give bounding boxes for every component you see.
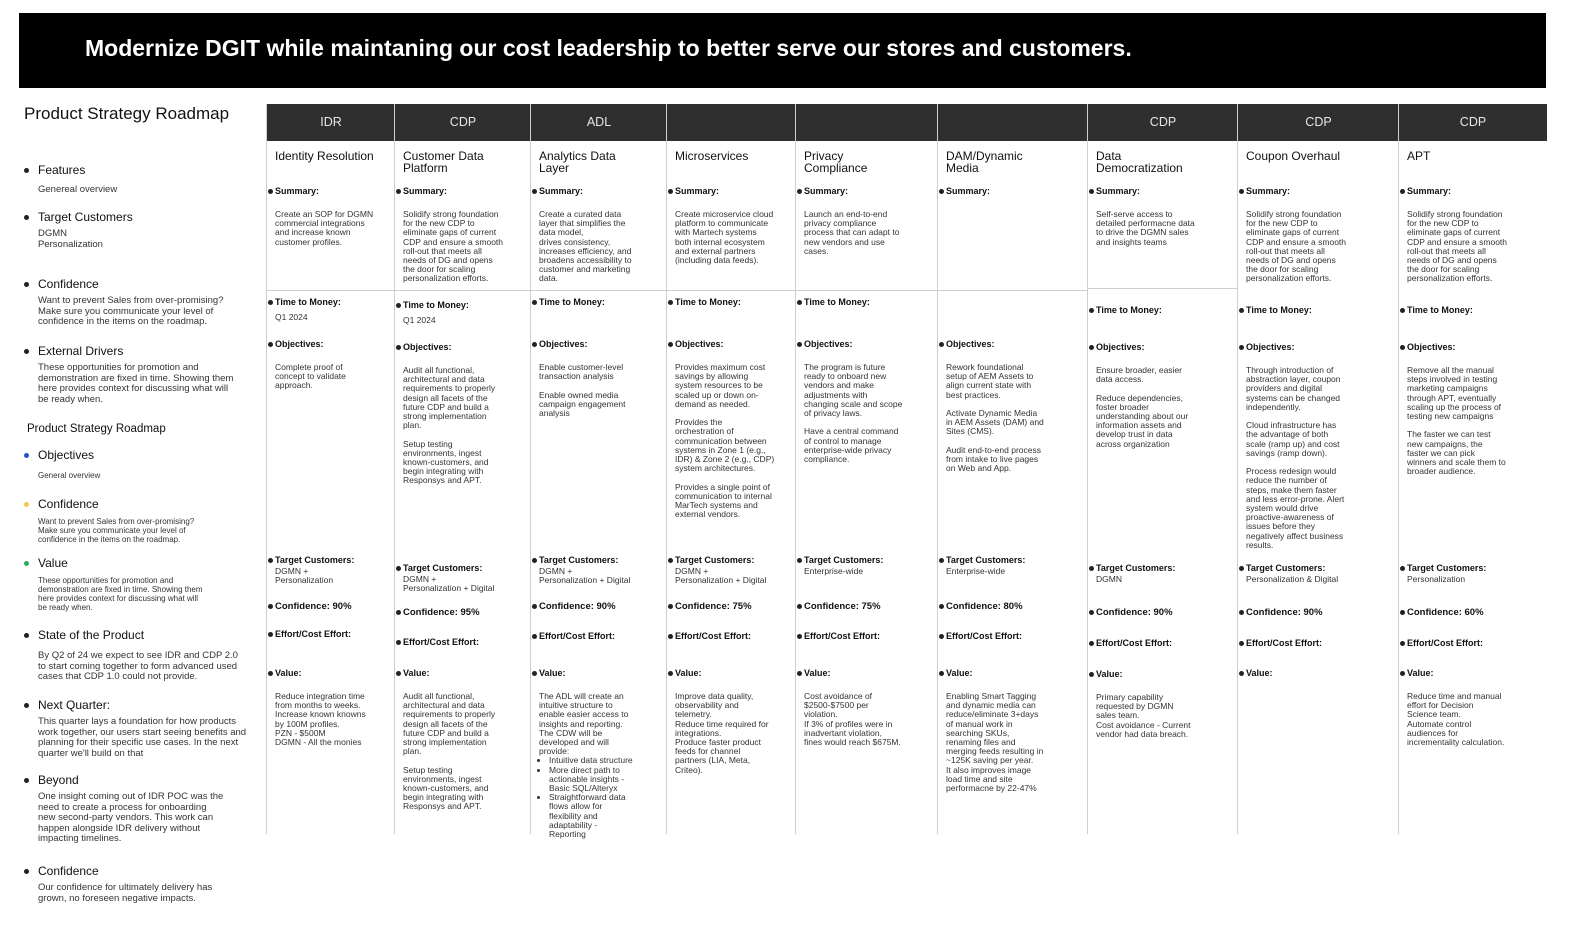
summary-section	[1407, 186, 1541, 284]
time-to-money-section	[1246, 305, 1393, 315]
sidebar-title: Product Strategy Roadmap	[24, 104, 230, 123]
summary-section	[539, 186, 661, 284]
sidebar-item-label: External Drivers	[38, 344, 124, 358]
target-customers-text: DGMN + Personalization + Digital	[539, 566, 631, 586]
target-customers-label: Target Customers:	[403, 563, 483, 573]
section-divider	[1088, 288, 1238, 289]
bullet-icon	[24, 633, 29, 638]
objectives-label: Objectives:	[539, 339, 588, 349]
effort-label: Effort/Cost Effort:	[539, 631, 615, 641]
confidence-section	[403, 607, 525, 618]
green-dot-icon	[24, 561, 29, 566]
roadmap-column	[795, 104, 938, 834]
bullet-icon	[1400, 189, 1405, 194]
target-customers-section	[946, 555, 1082, 576]
bullet-icon	[532, 189, 537, 194]
value-section	[1096, 669, 1232, 739]
summary-label: Summary:	[275, 186, 320, 196]
bullet-icon	[1239, 189, 1244, 194]
effort-section	[539, 631, 661, 641]
target-customers-section	[804, 555, 932, 576]
summary-label: Summary:	[946, 186, 991, 196]
value-text: Audit all functional, architectural and data requirements to properly design all facets of the future CDP and build a strong implementation plan. Setup testing environments, ingest known-customers, and begin integrating with Responsys and APT.	[403, 691, 496, 812]
confidence-section	[539, 601, 661, 612]
bullet-icon	[1400, 671, 1405, 676]
value-label: Value:	[804, 668, 831, 678]
bullet-icon	[797, 634, 802, 639]
bullet-icon	[268, 558, 273, 563]
summary-section	[804, 186, 932, 256]
confidence-value: Confidence: 90%	[1096, 607, 1173, 618]
confidence-value: Confidence: 95%	[403, 607, 480, 618]
bullet-icon	[668, 558, 673, 563]
bullet-icon	[1400, 641, 1405, 646]
bullet-icon	[24, 215, 29, 220]
confidence-value: Confidence: 90%	[275, 601, 352, 612]
value-text: Enabling Smart Tagging and dynamic media can reduce/eliminate 3+days of manual work in searching SKUs, renaming files and merging feeds resulting in ~125K saving per year. It also improves image load time and site performacne by 22-47%	[946, 691, 1044, 794]
bullet-icon	[1239, 566, 1244, 571]
objectives-label: Objectives:	[275, 339, 324, 349]
column-title: Identity Resolution	[275, 149, 374, 163]
objectives-text: Ensure broader, easier data access. Reduce dependencies, foster broader understanding about our information assets and develop trust in data across organization	[1096, 365, 1189, 449]
summary-label: Summary:	[1407, 186, 1452, 196]
bullet-icon	[396, 640, 401, 645]
summary-section	[1096, 186, 1232, 247]
target-customers-section	[1246, 563, 1393, 584]
effort-section	[1407, 638, 1541, 648]
column-tag: IDR	[267, 104, 395, 141]
bullet-icon	[1239, 308, 1244, 313]
value-label: Value:	[539, 668, 566, 678]
sidebar-item-desc: These opportunities for promotion and demonstration are fixed in time. Showing them here provides context for discussing what will be ready when.	[38, 362, 234, 405]
time-to-money-text: Q1 2024	[403, 315, 436, 325]
bullet-icon	[797, 300, 802, 305]
column-title: Microservices	[675, 149, 749, 163]
sidebar-item-desc: Our confidence for ultimately delivery has grown, no foreseen negative impacts.	[38, 882, 213, 904]
objectives-section	[403, 342, 525, 486]
roadmap-column	[666, 104, 796, 834]
effort-section	[275, 629, 389, 639]
confidence-section	[1246, 607, 1393, 618]
value-list	[539, 756, 661, 839]
column-tag	[938, 104, 1088, 141]
confidence-section	[804, 601, 932, 612]
objectives-section	[539, 339, 661, 418]
objectives-section	[1246, 342, 1393, 550]
bullet-icon	[797, 342, 802, 347]
summary-label: Summary:	[675, 186, 720, 196]
bullet-icon	[939, 604, 944, 609]
confidence-value: Confidence: 90%	[539, 601, 616, 612]
effort-section	[675, 631, 790, 641]
target-customers-section	[275, 555, 389, 585]
sidebar-item-desc: One insight coming out of IDR POC was the need to create a process for onboarding new second-party vendors. This work can happen alongside IDR delivery without impacting timelines.	[38, 791, 224, 844]
effort-label: Effort/Cost Effort:	[946, 631, 1022, 641]
objectives-text: Through introduction of abstraction layer, coupon providers and digital systems can be changed independently. Cloud infrastructure has the advantage of both scale (ramp up) and cost savings (ramp down). Process redesign would reduce the number of steps, make them faster and less error-prone. Alert system would drive proactive-awareness of issues before they negatively affect business results.	[1246, 365, 1345, 550]
target-customers-label: Target Customers:	[804, 555, 884, 565]
sidebar-item-label: State of the Product	[38, 628, 145, 642]
legend-desc: These opportunities for promotion and demonstration are fixed in time. Showing them here provides context for discussing what will be ready when.	[38, 576, 203, 612]
confidence-value: Confidence: 80%	[946, 601, 1023, 612]
target-customers-label: Target Customers:	[946, 555, 1026, 565]
objectives-label: Objectives:	[804, 339, 853, 349]
value-text: Improve data quality, observability and telemetry. Reduce time required for integrations. Produce faster product feeds for channel partners (LIA, Meta, Criteo).	[675, 691, 769, 775]
bullet-icon	[24, 349, 29, 354]
value-label: Value:	[275, 668, 302, 678]
objectives-label: Objectives:	[1407, 342, 1456, 352]
summary-label: Summary:	[1246, 186, 1291, 196]
value-section	[275, 668, 389, 747]
effort-label: Effort/Cost Effort:	[1407, 638, 1483, 648]
column-title: Privacy Compliance	[804, 149, 868, 175]
bullet-icon	[268, 671, 273, 676]
section-divider	[796, 290, 938, 291]
column-title: APT	[1407, 149, 1431, 163]
value-text: Reduce time and manual effort for Decision Science team. Automate control audiences for incrementality calculation.	[1407, 691, 1505, 748]
objectives-text: Enable customer-level transaction analysis Enable owned media campaign engagement analysis	[539, 362, 626, 419]
target-customers-text: DGMN + Personalization + Digital	[675, 566, 767, 586]
objectives-text: Complete proof of concept to validate approach.	[275, 362, 346, 391]
bullet-icon	[668, 189, 673, 194]
bullet-icon	[396, 566, 401, 571]
target-customers-text: Enterprise-wide	[946, 566, 1006, 576]
roadmap-column	[266, 104, 395, 834]
value-list-item: • More direct path to actionable insights - Basic SQL/Alteryx	[549, 766, 661, 794]
objectives-section	[804, 339, 932, 464]
effort-label: Effort/Cost Effort:	[1096, 638, 1172, 648]
time-to-money-label: Time to Money:	[539, 297, 605, 307]
bullet-icon	[1089, 189, 1094, 194]
summary-text: Solidify strong foundation for the new CDP to eliminate gaps of current CDP and ensure a smooth roll-out that meets all needs of DG and opens the door for scaling personalization efforts.	[1246, 209, 1347, 284]
bullet-icon	[268, 342, 273, 347]
sidebar-item-label: Confidence	[38, 864, 99, 878]
bullet-icon	[1239, 345, 1244, 350]
roadmap-column	[1398, 104, 1547, 834]
column-tag	[796, 104, 938, 141]
confidence-section	[1096, 607, 1232, 618]
summary-label: Summary:	[804, 186, 849, 196]
target-customers-section	[1096, 563, 1232, 584]
legend-label: Value	[38, 556, 68, 570]
sidebar-item-label: Features	[38, 163, 86, 177]
effort-label: Effort/Cost Effort:	[403, 637, 479, 647]
bullet-icon	[1089, 672, 1094, 677]
sidebar-subtitle: Product Strategy Roadmap	[27, 423, 166, 435]
bullet-icon	[396, 671, 401, 676]
summary-section	[675, 186, 790, 265]
column-tag: CDP	[1238, 104, 1399, 141]
bullet-icon	[24, 869, 29, 874]
column-title: DAM/Dynamic Media	[946, 149, 1023, 175]
legend-desc: Want to prevent Sales from over-promising? Make sure you communicate your level of confidence in the items on the roadmap.	[38, 517, 195, 544]
target-customers-text: DGMN + Personalization	[275, 566, 334, 586]
effort-section	[1246, 638, 1393, 648]
time-to-money-label: Time to Money:	[1407, 305, 1473, 315]
bullet-icon	[532, 342, 537, 347]
sidebar-item-desc: Want to prevent Sales from over-promising? Make sure you communicate your level of confidence in the items on the roadmap.	[38, 295, 224, 327]
value-label: Value:	[675, 668, 702, 678]
target-customers-label: Target Customers:	[539, 555, 619, 565]
bullet-icon	[797, 604, 802, 609]
column-tag: CDP	[395, 104, 531, 141]
objectives-text: Rework foundational setup of AEM Assets to align current state with best practices. Activate Dynamic Media in AEM Assets (DAM) and Sites (CMS). Audit end-to-end process from intake to live pages on Web and App.	[946, 362, 1044, 474]
value-label: Value:	[1407, 668, 1434, 678]
sidebar-item-desc: Genereal overview	[38, 184, 118, 195]
confidence-value: Confidence: 75%	[804, 601, 881, 612]
objectives-text: The program is future ready to onboard new vendors and make adjustments with changing scale and scope of privacy laws. Have a central command of control to manage enterprise-wide privacy compliance.	[804, 362, 903, 465]
yellow-dot-icon	[24, 502, 29, 507]
bullet-icon	[668, 604, 673, 609]
sidebar-item-desc: This quarter lays a foundation for how products work together, our users start seeing benefits and planning for their specific use cases. In the next quarter we'll build on that	[38, 716, 247, 759]
bullet-icon	[668, 671, 673, 676]
bullet-icon	[939, 342, 944, 347]
bullet-icon	[1400, 308, 1405, 313]
column-title: Data Democratization	[1096, 149, 1183, 175]
value-text: Primary capability requested by DGMN sales team. Cost avoidance - Current vendor had data breach.	[1096, 692, 1191, 739]
target-customers-label: Target Customers:	[1246, 563, 1326, 573]
bullet-icon	[668, 342, 673, 347]
column-tag	[667, 104, 796, 141]
section-divider	[267, 290, 395, 291]
bullet-icon	[268, 604, 273, 609]
column-tag: CDP	[1399, 104, 1547, 141]
bullet-icon	[532, 604, 537, 609]
value-label: Value:	[1246, 668, 1273, 678]
effort-section	[946, 631, 1082, 641]
blue-dot-icon	[24, 453, 29, 458]
banner-title: Modernize DGIT while maintaning our cost leadership to better serve our stores and customers.	[85, 35, 1132, 61]
bullet-icon	[668, 300, 673, 305]
target-customers-label: Target Customers:	[275, 555, 355, 565]
objectives-label: Objectives:	[1096, 342, 1145, 352]
column-title: Customer Data Platform	[403, 149, 484, 175]
bullet-icon	[1089, 610, 1094, 615]
bullet-icon	[1089, 641, 1094, 646]
time-to-money-section	[1407, 305, 1541, 315]
value-text: Cost avoidance of $2500-$7500 per violation. If 3% of profiles were in inadvertant violation, fines would reach $675M.	[804, 691, 901, 748]
bullet-icon	[396, 345, 401, 350]
column-tag: CDP	[1088, 104, 1238, 141]
section-divider	[938, 290, 1088, 291]
bullet-icon	[1089, 345, 1094, 350]
time-to-money-section	[675, 297, 790, 307]
bullet-icon	[268, 189, 273, 194]
bullet-icon	[797, 671, 802, 676]
legend-label: Objectives	[38, 448, 95, 462]
bullet-icon	[1239, 671, 1244, 676]
bullet-icon	[1089, 566, 1094, 571]
objectives-section	[1407, 342, 1541, 476]
effort-label: Effort/Cost Effort:	[804, 631, 880, 641]
target-customers-section	[539, 555, 661, 585]
time-to-money-section	[539, 297, 661, 307]
effort-label: Effort/Cost Effort:	[675, 631, 751, 641]
section-divider	[395, 290, 531, 291]
summary-label: Summary:	[403, 186, 448, 196]
objectives-label: Objectives:	[675, 339, 724, 349]
confidence-value: Confidence: 90%	[1246, 607, 1323, 618]
target-customers-text: Enterprise-wide	[804, 566, 864, 576]
bullet-icon	[1400, 566, 1405, 571]
value-list-item: • Straightforward data flows allow for flexibility and adaptability - Reporting	[549, 793, 661, 839]
value-list-item: • Intuitive data structure	[549, 756, 661, 765]
sidebar-item-desc: DGMN Personalization	[38, 228, 103, 250]
value-section	[1246, 668, 1393, 678]
bullet-icon	[24, 168, 29, 173]
objectives-section	[1096, 342, 1232, 449]
effort-section	[403, 637, 525, 647]
bullet-icon	[1239, 610, 1244, 615]
confidence-section	[675, 601, 790, 612]
section-divider	[531, 290, 667, 291]
target-customers-label: Target Customers:	[675, 555, 755, 565]
confidence-section	[275, 601, 389, 612]
roadmap-column	[394, 104, 531, 834]
summary-section	[275, 186, 389, 247]
bullet-icon	[939, 671, 944, 676]
bullet-icon	[24, 703, 29, 708]
target-customers-text: Personalization & Digital	[1246, 574, 1339, 584]
summary-section	[1246, 186, 1393, 284]
bullet-icon	[939, 558, 944, 563]
target-customers-section	[1407, 563, 1541, 584]
time-to-money-label: Time to Money:	[1246, 305, 1312, 315]
bullet-icon	[532, 634, 537, 639]
summary-text: Solidify strong foundation for the new CDP to eliminate gaps of current CDP and ensure a smooth roll-out that meets all needs of DG and opens the door for scaling personalization efforts.	[1407, 209, 1508, 284]
bullet-icon	[532, 558, 537, 563]
target-customers-text: DGMN + Personalization + Digital	[403, 574, 495, 594]
bullet-icon	[668, 634, 673, 639]
time-to-money-label: Time to Money:	[403, 300, 469, 310]
bullet-icon	[939, 634, 944, 639]
bullet-icon	[1400, 345, 1405, 350]
value-section	[1407, 668, 1541, 747]
value-section	[804, 668, 932, 747]
column-tag: ADL	[531, 104, 667, 141]
bullet-icon	[1400, 610, 1405, 615]
bullet-icon	[268, 632, 273, 637]
summary-text: Self-serve access to detailed performacne data to drive the DGMN sales and insights teams	[1096, 209, 1195, 247]
bullet-icon	[396, 610, 401, 615]
summary-text: Create a curated data layer that simplifies the data model, drives consistency, increases efficiency, and broadens accessibility to customer and marketing data.	[539, 209, 632, 284]
column-title: Analytics Data Layer	[539, 149, 616, 175]
sidebar-item-label: Target Customers	[38, 210, 133, 224]
bullet-icon	[24, 778, 29, 783]
target-customers-label: Target Customers:	[1407, 563, 1487, 573]
sidebar-item-desc: By Q2 of 24 we expect to see IDR and CDP 2.0 to start coming together to form advanced used cases that CDP 1.0 could not provide.	[38, 650, 238, 682]
time-to-money-label: Time to Money:	[675, 297, 741, 307]
objectives-label: Objectives:	[1246, 342, 1295, 352]
bullet-icon	[1239, 641, 1244, 646]
sidebar-item-label: Confidence	[38, 277, 99, 291]
summary-label: Summary:	[539, 186, 584, 196]
objectives-text: Audit all functional, architectural and data requirements to properly design all facets of the future CDP and build a strong implementation plan. Setup testing environments, ingest known-customers, and begin integrating with Responsys and APT.	[403, 365, 496, 486]
confidence-section	[946, 601, 1082, 612]
value-section	[946, 668, 1082, 793]
legend-label: Confidence	[38, 497, 99, 511]
summary-text: Create an SOP for DGMN commercial integrations and increase known customer profiles.	[275, 209, 374, 247]
summary-text: Launch an end-to-end privacy compliance process that can adapt to new vendors and use cases.	[804, 209, 900, 256]
objectives-section	[675, 339, 790, 519]
confidence-value: Confidence: 75%	[675, 601, 752, 612]
confidence-section	[1407, 607, 1541, 618]
sidebar-item-label: Next Quarter:	[38, 698, 111, 712]
time-to-money-section	[403, 300, 525, 325]
time-to-money-section	[804, 297, 932, 307]
bullet-icon	[797, 189, 802, 194]
target-customers-text: DGMN	[1096, 574, 1122, 584]
value-section	[403, 668, 525, 812]
roadmap-column	[1237, 104, 1399, 834]
objectives-text: Provides maximum cost savings by allowing system resources to be scaled up or down on- demand as needed. Provides the orchestration of communication between systems in Zone 1 (e.g., IDR) & Zone 2 (e.g., CDP) system architectures. Provides a single point of communication to internal MarTech systems and external vendors.	[675, 362, 775, 520]
roadmap-column	[1087, 104, 1238, 834]
time-to-money-label: Time to Money:	[1096, 305, 1162, 315]
value-section	[539, 668, 661, 839]
roadmap-column	[937, 104, 1088, 834]
summary-text: Solidify strong foundation for the new CDP to eliminate gaps of current CDP and ensure a smooth roll-out that meets all needs of DG and opens the door for scaling personalization efforts.	[403, 209, 504, 284]
column-title: Coupon Overhaul	[1246, 149, 1341, 163]
summary-section	[946, 186, 1082, 210]
roadmap-grid	[266, 104, 1546, 840]
bullet-icon	[1089, 308, 1094, 313]
effort-label: Effort/Cost Effort:	[275, 629, 351, 639]
section-divider	[667, 290, 796, 291]
objectives-section	[275, 339, 389, 391]
value-text: The ADL will create an intuitive structure to enable easier access to insights and reporting. The CDW will be developed and will provide:	[539, 691, 629, 757]
bullet-icon	[396, 303, 401, 308]
value-text: Reduce integration time from months to weeks. Increase known knowns by 100M profiles. PZN - $500M DGMN - All the monies	[275, 691, 366, 748]
time-to-money-section	[1096, 305, 1232, 315]
target-customers-section	[675, 555, 790, 585]
target-customers-section	[403, 563, 525, 593]
value-label: Value:	[1096, 669, 1123, 679]
value-label: Value:	[946, 668, 973, 678]
time-to-money-label: Time to Money:	[804, 297, 870, 307]
bullet-icon	[24, 282, 29, 287]
target-customers-label: Target Customers:	[1096, 563, 1176, 573]
effort-label: Effort/Cost Effort:	[1246, 638, 1322, 648]
bullet-icon	[532, 300, 537, 305]
time-to-money-text: Q1 2024	[275, 312, 308, 322]
legend-desc: General overview	[38, 471, 101, 480]
objectives-text: Remove all the manual steps involved in testing marketing campaigns through APT, eventually scaling up the process of testing new campaigns The faster we can test new campaigns, the faster we can pick winners and scale them to broader audience.	[1407, 365, 1506, 477]
bullet-icon	[797, 558, 802, 563]
summary-section	[403, 186, 525, 284]
time-to-money-label: Time to Money:	[275, 297, 341, 307]
objectives-label: Objectives:	[403, 342, 452, 352]
summary-label: Summary:	[1096, 186, 1141, 196]
bullet-icon	[396, 189, 401, 194]
bullet-icon	[532, 671, 537, 676]
target-customers-text: Personalization	[1407, 574, 1466, 584]
value-label: Value:	[403, 668, 430, 678]
roadmap-column	[530, 104, 667, 840]
objectives-section	[946, 339, 1082, 473]
bullet-icon	[939, 189, 944, 194]
bullet-icon	[268, 300, 273, 305]
sidebar-item-label: Beyond	[38, 773, 79, 787]
confidence-value: Confidence: 60%	[1407, 607, 1484, 618]
effort-section	[1096, 638, 1232, 648]
summary-text: Create microservice cloud platform to communicate with Martech systems both internal ecosystem and external partners (including data feeds).	[675, 209, 774, 266]
objectives-label: Objectives:	[946, 339, 995, 349]
sidebar	[0, 0, 266, 936]
effort-section	[804, 631, 932, 641]
value-section	[675, 668, 790, 775]
time-to-money-section	[275, 297, 389, 322]
